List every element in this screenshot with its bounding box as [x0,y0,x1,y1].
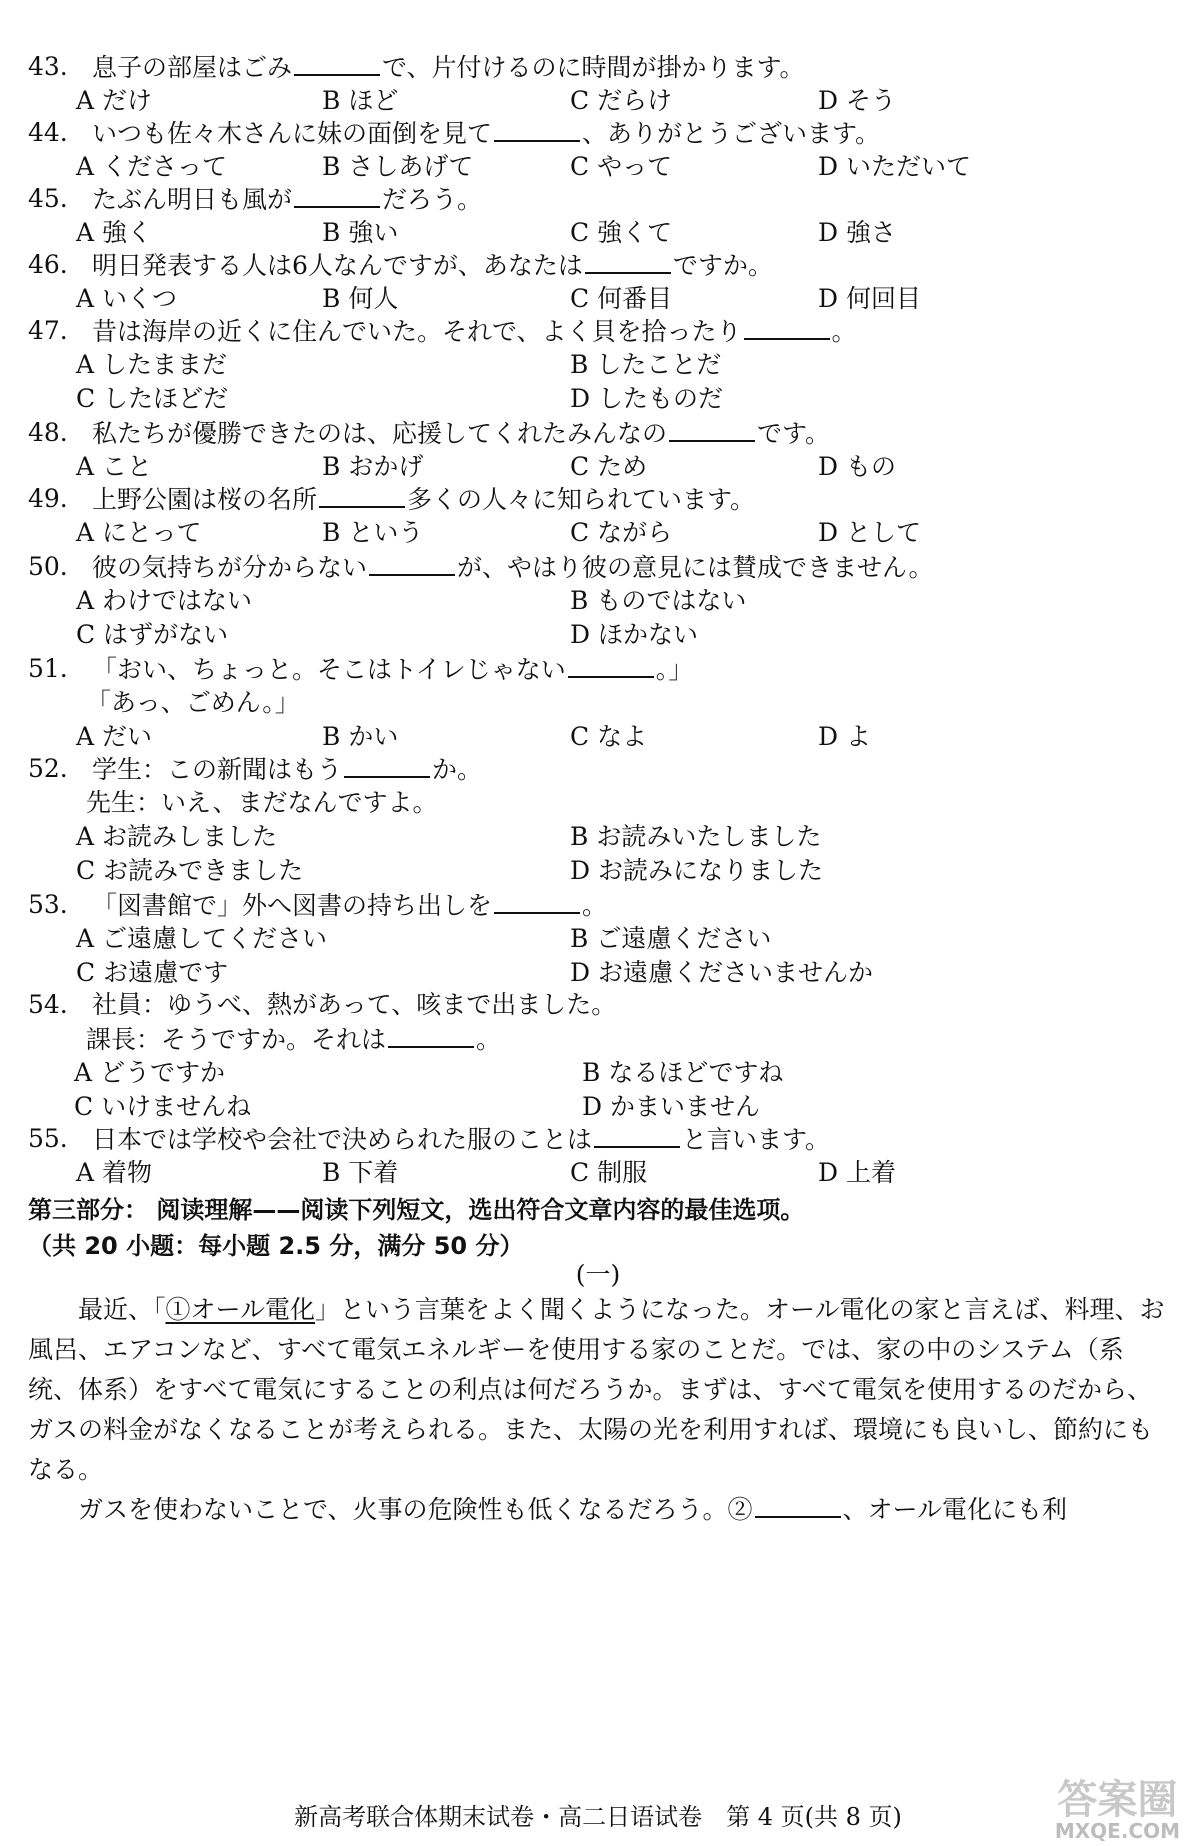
answer-blank [344,752,430,778]
question-number: 44. [28,118,68,147]
option-d[interactable]: D 上着 [818,1158,896,1187]
passage-number: (一) [575,1260,621,1289]
answer-blank [594,1122,680,1148]
option-d[interactable]: D よ [818,722,871,751]
option-a[interactable]: A だけ [76,86,153,115]
option-d[interactable]: D お遠慮くださいませんか [570,958,873,987]
option-c[interactable]: C 強くて [570,218,673,247]
answer-blank [494,888,580,914]
option-a[interactable]: A 強く [76,218,153,247]
question-stem: 学生：この新聞はもう か。 [92,752,482,787]
question-stem: いつも佐々木さんに妹の面倒を見て 、ありがとうございます。 [92,116,880,151]
dialogue-text: 課長：そうですか。それは 。 [86,1022,501,1057]
option-b[interactable]: B 下着 [322,1158,399,1187]
dialogue-text: 「あっ、ごめん。」 [86,688,300,717]
question-number: 43. [28,52,68,81]
answer-blank [744,314,830,340]
option-b[interactable]: B お読みいたしました [570,822,822,851]
question-stem: 私たちが優勝できたのは、応援してくれたみんなの です。 [92,416,830,451]
answer-blank [319,482,405,508]
option-c[interactable]: C お遠慮です [76,958,229,987]
option-c[interactable]: C いけませんね [74,1092,252,1121]
question-number: 55. [28,1124,68,1153]
option-c[interactable]: C 何番目 [570,284,673,313]
option-d[interactable]: D として [818,518,921,547]
option-c[interactable]: C 制服 [570,1158,648,1187]
question-number: 48. [28,418,68,447]
option-a[interactable]: A したままだ [76,350,228,379]
option-d[interactable]: D ほかない [570,620,698,649]
question-number: 50. [28,552,68,581]
option-d[interactable]: D したものだ [570,384,723,413]
option-c[interactable]: C はずがない [76,620,229,649]
question-number: 49. [28,484,68,513]
option-c[interactable]: C だらけ [570,86,673,115]
option-a[interactable]: A お読みしました [76,822,278,851]
underlined-term: ①オール電化 [165,1295,316,1324]
question-stem: 上野公園は桜の名所 多くの人々に知られています。 [92,482,755,517]
dialogue-text: 先生：いえ、まだなんですよ。 [86,788,438,817]
question-stem: 「おい、ちょっと。そこはトイレじゃない 。」 [92,652,693,687]
option-c[interactable]: C やって [570,152,673,181]
answer-blank [294,182,380,208]
section-score: （共 20 小题：每小题 2.5 分，满分 50 分） [28,1232,524,1260]
option-b[interactable]: B 何人 [322,284,399,313]
question-number: 52. [28,754,68,783]
option-d[interactable]: D もの [818,452,896,481]
option-c[interactable]: C お読みできました [76,856,304,885]
option-a[interactable]: A くださって [76,152,228,181]
option-c[interactable]: C なよ [570,722,648,751]
option-a[interactable]: A どうですか [74,1058,226,1087]
answer-blank [369,550,455,576]
section-title: 第三部分： 阅读理解——阅读下列短文，选出符合文章内容的最佳选项。 [28,1196,805,1224]
question-stem: 日本では学校や会社で決められた服のことは と言います。 [92,1122,830,1157]
option-d[interactable]: D お読みになりました [570,856,823,885]
option-b[interactable]: B さしあげて [322,152,474,181]
option-b[interactable]: B ご遠慮ください [570,924,772,953]
option-a[interactable]: A にとって [76,518,202,547]
option-c[interactable]: C ながら [570,518,673,547]
option-c[interactable]: C したほどだ [76,384,229,413]
option-d[interactable]: D いただいて [818,152,971,181]
option-a[interactable]: A わけではない [76,586,253,615]
passage-paragraph-2: ガスを使わないことで、火事の危険性も低くなるだろう。② 、オール電化にも利 [28,1490,1168,1530]
answer-blank [585,248,671,274]
option-b[interactable]: B ほど [322,86,399,115]
question-stem: 明日発表する人は6人なんですが、あなたは ですか。 [92,248,773,283]
option-b[interactable]: B なるほどですね [582,1058,784,1087]
option-d[interactable]: D そう [818,86,896,115]
question-number: 51. [28,654,68,683]
watermark-logo: 答案圈 MXQE.COM [1054,1777,1180,1843]
question-stem: 昔は海岸の近くに住んでいた。それで、よく貝を拾ったり 。 [92,314,857,349]
answer-blank [755,1492,841,1518]
answer-blank [568,652,654,678]
question-number: 54. [28,990,68,1019]
question-stem: たぶん明日も風が だろう。 [92,182,482,217]
page-footer: 新高考联合体期末试卷・高二日语试卷 第 4 页(共 8 页) [294,1803,902,1831]
option-b[interactable]: B ものではない [570,586,747,615]
answer-blank [669,416,755,442]
option-b[interactable]: B かい [322,722,399,751]
option-d[interactable]: D かまいません [582,1092,760,1121]
question-number: 47. [28,316,68,345]
option-b[interactable]: B 強い [322,218,399,247]
option-d[interactable]: D 強さ [818,218,896,247]
option-a[interactable]: A だい [76,722,153,751]
option-a[interactable]: A 着物 [76,1158,153,1187]
question-number: 46. [28,250,68,279]
option-d[interactable]: D 何回目 [818,284,921,313]
option-b[interactable]: B という [322,518,424,547]
answer-blank [388,1022,474,1048]
option-b[interactable]: B したことだ [570,350,722,379]
question-stem: 息子の部屋はごみ で、片付けるのに時間が掛かります。 [92,50,805,85]
question-stem: 彼の気持ちが分からない が、やはり彼の意見には賛成できません。 [92,550,934,585]
question-number: 53. [28,890,68,919]
question-stem: 社員：ゆうべ、熱があって、咳まで出ました。 [92,990,617,1019]
question-number: 45. [28,184,68,213]
question-stem: 「図書館で」外へ図書の持ち出しを 。 [92,888,607,923]
option-a[interactable]: A いくつ [76,284,178,313]
option-a[interactable]: A こと [76,452,153,481]
reading-passage [28,1290,1168,1530]
option-a[interactable]: A ご遠慮してください [76,924,328,953]
option-b[interactable]: B おかげ [322,452,424,481]
answer-blank [494,116,580,142]
answer-blank [294,50,380,76]
option-c[interactable]: C ため [570,452,648,481]
passage-paragraph-1: 最近、「①オール電化」という言葉をよく聞くようになった。オール電化の家と言えば、料理、お風呂、エアコンなど、すべて電気エネルギーを使用する家のことだ。では、家の中のシステム（系统、体系）をすべて電気にすることの利点は何だろうか。まずは、すべて電気を使用するのだから、ガスの料金がなくなることが考えられる。また、太陽の光を利用すれば、環境にも良いし、節約にもなる。 [28,1295,1165,1484]
